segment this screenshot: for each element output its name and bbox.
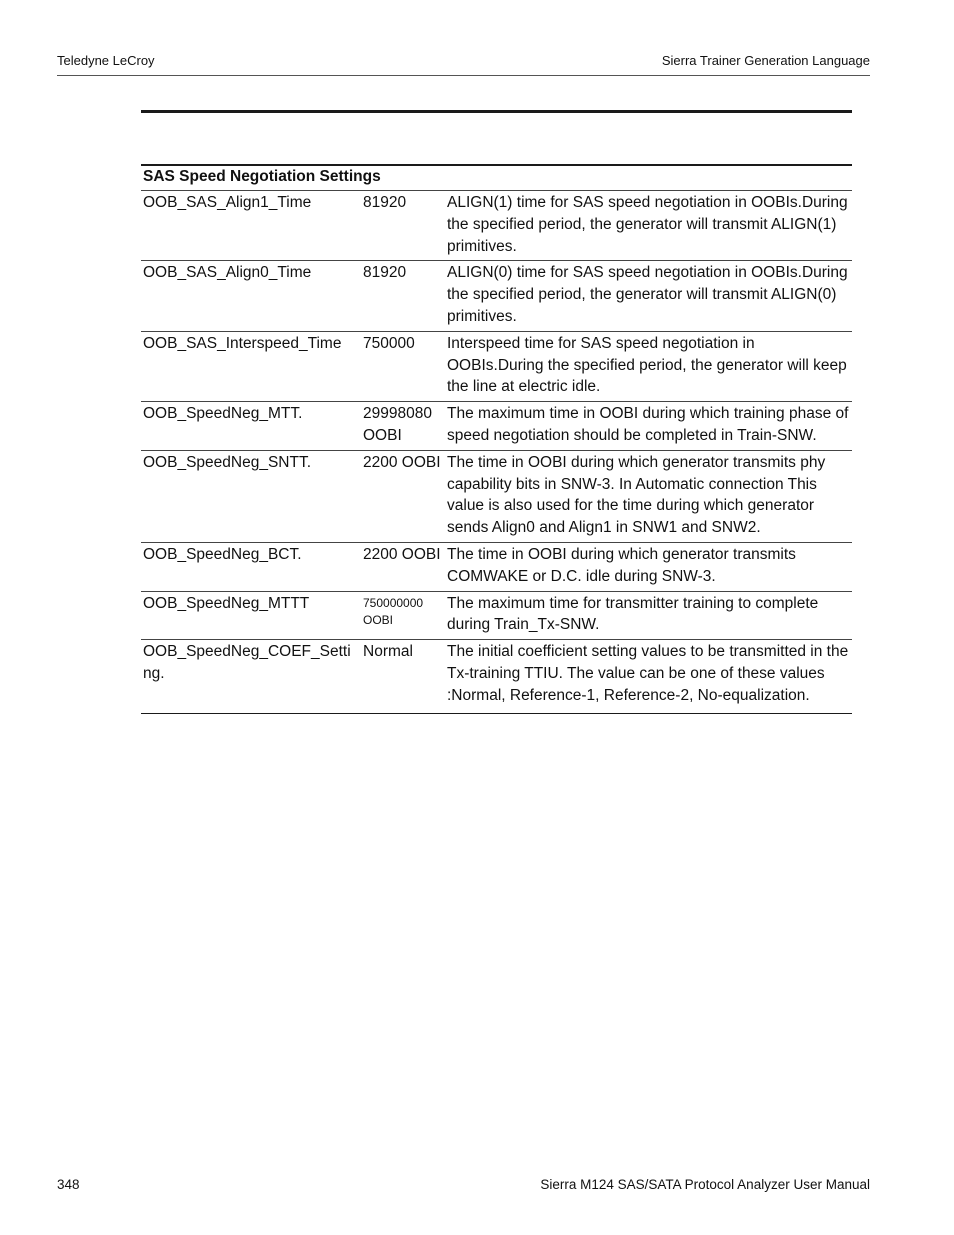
header-company: Teledyne LeCroy bbox=[57, 53, 155, 68]
table-row bbox=[141, 191, 852, 261]
param-name: OOB_SAS_Interspeed_Time bbox=[141, 331, 361, 401]
table-row bbox=[141, 402, 852, 451]
param-value: 750000000 OOBI bbox=[361, 591, 445, 640]
page-header bbox=[57, 53, 870, 76]
param-description: Interspeed time for SAS speed negotiation in OOBIs.During the specified period, the generator will keep the line at electric idle. bbox=[445, 331, 852, 401]
param-description: ALIGN(0) time for SAS speed negotiation in OOBIs.During the specified period, the generator will transmit ALIGN(0) primitives. bbox=[445, 261, 852, 331]
param-value: 2200 OOBI bbox=[361, 542, 445, 591]
param-name: OOB_SAS_Align0_Time bbox=[141, 261, 361, 331]
table-row bbox=[141, 542, 852, 591]
param-description: The initial coefficient setting values to be transmitted in the Tx-training TTIU. The value can be one of these values :Normal, Reference-1, Reference-2, No-equalization. bbox=[445, 640, 852, 713]
param-description: The time in OOBI during which generator transmits COMWAKE or D.C. idle during SNW-3. bbox=[445, 542, 852, 591]
param-name: OOB_SpeedNeg_SNTT. bbox=[141, 450, 361, 542]
table-row bbox=[141, 331, 852, 401]
param-value: 750000 bbox=[361, 331, 445, 401]
param-value: 29998080 OOBI bbox=[361, 402, 445, 451]
param-value: 81920 bbox=[361, 191, 445, 261]
param-value: 81920 bbox=[361, 261, 445, 331]
settings-table-wrapper bbox=[141, 164, 852, 714]
param-name: OOB_SpeedNeg_MTT. bbox=[141, 402, 361, 451]
table-heading: SAS Speed Negotiation Settings bbox=[141, 165, 852, 191]
settings-table bbox=[141, 164, 852, 714]
param-description: The maximum time for transmitter training to complete during Train_Tx-SNW. bbox=[445, 591, 852, 640]
param-description: The time in OOBI during which generator transmits phy capability bits in SNW-3. In Automatic connection This value is also used for the time during which generator sends Align0 and Align1 in SNW1 and SNW2. bbox=[445, 450, 852, 542]
table-heading-row bbox=[141, 165, 852, 191]
table-row bbox=[141, 640, 852, 713]
param-name: OOB_SpeedNeg_COEF_Setting. bbox=[141, 640, 361, 713]
footer-manual-title: Sierra M124 SAS/SATA Protocol Analyzer User Manual bbox=[540, 1177, 870, 1192]
table-row bbox=[141, 261, 852, 331]
table-row bbox=[141, 450, 852, 542]
param-name: OOB_SpeedNeg_MTTT bbox=[141, 591, 361, 640]
top-rule bbox=[141, 110, 852, 113]
header-section-title: Sierra Trainer Generation Language bbox=[661, 53, 870, 68]
param-name: OOB_SpeedNeg_BCT. bbox=[141, 542, 361, 591]
param-value: Normal bbox=[361, 640, 445, 713]
param-name: OOB_SAS_Align1_Time bbox=[141, 191, 361, 261]
table-row bbox=[141, 591, 852, 640]
param-value: 2200 OOBI bbox=[361, 450, 445, 542]
param-description: The maximum time in OOBI during which training phase of speed negotiation should be completed in Train-SNW. bbox=[445, 402, 852, 451]
page-number: 348 bbox=[57, 1177, 80, 1192]
param-description: ALIGN(1) time for SAS speed negotiation in OOBIs.During the specified period, the generator will transmit ALIGN(1) primitives. bbox=[445, 191, 852, 261]
